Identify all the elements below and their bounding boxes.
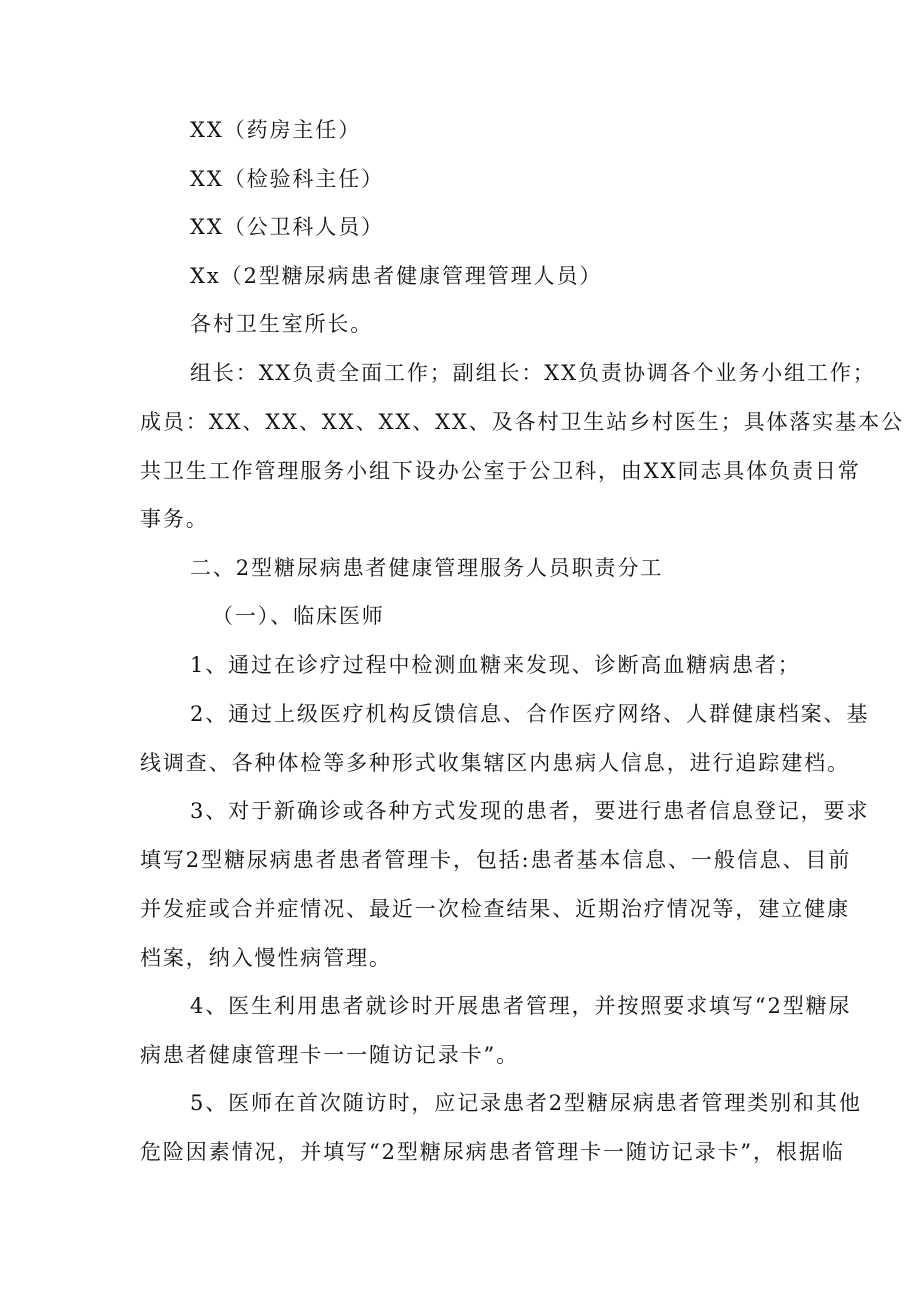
list-item-3-cont: 并发症或合并症情况、最近一次检查结果、近期治疗情况等，建立健康 — [140, 897, 850, 921]
paragraph-line: 成员：XX、XX、XX、XX、XX、及各村卫生站乡村医生；具体落实基本公 — [140, 410, 904, 434]
paragraph-line: 事务。 — [140, 507, 209, 531]
list-item-5-cont: 危险因素情况，并填写“2型糖尿病患者管理卡一随访记录卡”，根据临 — [140, 1140, 845, 1164]
list-item-3-cont: 填写2型糖尿病患者患者管理卡，包括:患者基本信息、一般信息、目前 — [140, 848, 852, 872]
paragraph-line: 共卫生工作管理服务小组下设办公室于公卫科，由XX同志具体负责日常 — [140, 459, 861, 483]
paragraph-line: 组长：XX负责全面工作；副组长：XX负责协调各个业务小组工作； — [190, 361, 876, 385]
section-heading: 二、2型糖尿病患者健康管理服务人员职责分工 — [190, 556, 664, 580]
list-item-5: 5、医师在首次随访时，应记录患者2型糖尿病患者管理类别和其他 — [190, 1091, 862, 1115]
list-item-4-cont: 病患者健康管理卡一一随访记录卡”。 — [140, 1043, 520, 1067]
list-item-3: 3、对于新确诊或各种方式发现的患者，要进行患者信息登记，要求 — [190, 799, 870, 823]
staff-line-public-health: XX（公卫科人员） — [190, 215, 384, 239]
list-item-1: 1、通过在诊疗过程中检测血糖来发现、诊断高血糖病患者； — [190, 653, 801, 677]
staff-line-village-clinics: 各村卫生室所长。 — [190, 312, 374, 336]
staff-line-lab: XX（检验科主任） — [190, 167, 384, 191]
subsection-heading: （一）、临床医师 — [212, 604, 385, 628]
staff-line-diabetes-manager: Xx（2型糖尿病患者健康管理管理人员） — [190, 264, 603, 288]
list-item-4: 4、医生利用患者就诊时开展患者管理，并按照要求填写“2型糖尿 — [190, 994, 852, 1018]
list-item-2: 2、通过上级医疗机构反馈信息、合作医疗网络、人群健康档案、基 — [190, 702, 870, 726]
list-item-2-cont: 线调查、各种体检等多种形式收集辖区内患病人信息，进行追踪建档。 — [140, 751, 850, 775]
staff-line-pharmacy: XX（药房主任） — [190, 118, 362, 142]
list-item-3-cont: 档案，纳入慢性病管理。 — [140, 946, 392, 970]
